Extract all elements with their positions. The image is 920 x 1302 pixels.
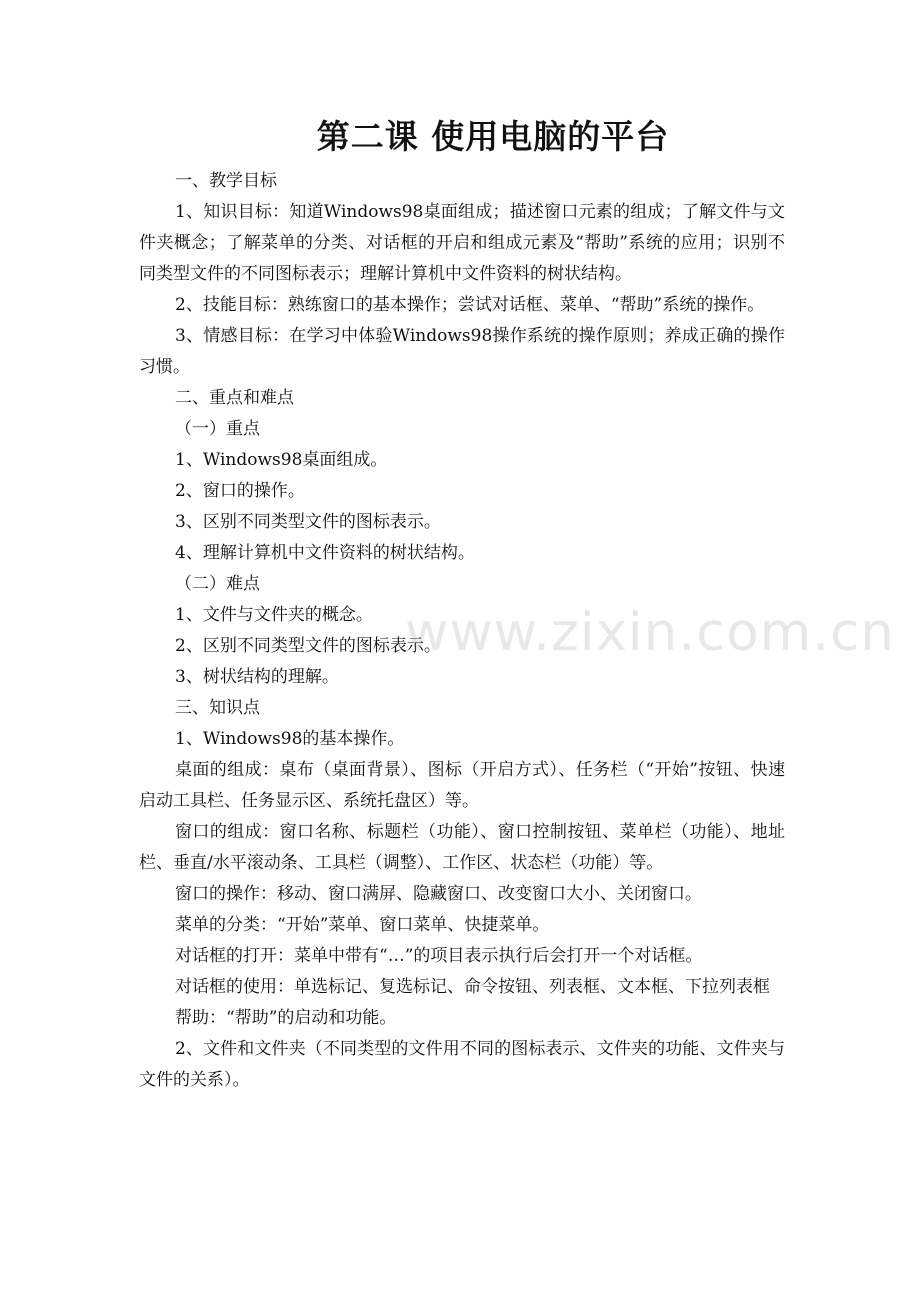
list-item: 1、Windows98的基本操作。 [175, 729, 405, 749]
list-item: 1、Windows98桌面组成。 [175, 450, 388, 470]
paragraph-window-components: 窗口的组成：窗口名称、标题栏（功能）、窗口控制按钮、菜单栏（功能）、地址栏、垂直/水平滚动条、工具栏（调整）、工作区、状态栏（功能）等。 [139, 822, 785, 873]
paragraph-menu-types: 菜单的分类：“开始”菜单、窗口菜单、快捷菜单。 [175, 915, 550, 935]
paragraph-emotion-objective: 3、情感目标：在学习中体验Windows98操作系统的操作原则；养成正确的操作习惯。 [139, 326, 785, 377]
section-heading-objectives: 一、教学目标 [175, 171, 277, 191]
subheading-difficulties: （二）难点 [175, 574, 260, 594]
list-item: 2、区别不同类型文件的图标表示。 [175, 636, 441, 656]
list-item: 3、区别不同类型文件的图标表示。 [175, 512, 441, 532]
subheading-key-points: （一）重点 [175, 419, 260, 439]
document-body [139, 166, 785, 1096]
paragraph-window-operations: 窗口的操作：移动、窗口满屏、隐藏窗口、改变窗口大小、关闭窗口。 [175, 884, 702, 904]
list-item: 4、理解计算机中文件资料的树状结构。 [175, 543, 475, 563]
paragraph-dialog-open: 对话框的打开：菜单中带有“…”的项目表示执行后会打开一个对话框。 [175, 946, 703, 966]
paragraph-dialog-use: 对话框的使用：单选标记、复选标记、命令按钮、列表框、文本框、下拉列表框 [175, 977, 770, 997]
paragraph-desktop: 桌面的组成：桌布（桌面背景）、图标（开启方式）、任务栏（“开始”按钮、快速启动工具栏、任务显示区、系统托盘区）等。 [139, 760, 785, 811]
list-item: 1、文件与文件夹的概念。 [175, 605, 373, 625]
paragraph-skill-objective: 2、技能目标：熟练窗口的基本操作；尝试对话框、菜单、“帮助”系统的操作。 [175, 295, 765, 315]
paragraph-files-folders: 2、文件和文件夹（不同类型的文件用不同的图标表示、文件夹的功能、文件夹与文件的关系）。 [139, 1039, 785, 1090]
paragraph-help: 帮助：“帮助”的启动和功能。 [175, 1008, 397, 1028]
section-heading-key-points: 二、重点和难点 [175, 388, 294, 408]
list-item: 3、树状结构的理解。 [175, 667, 339, 687]
paragraph-knowledge-objective: 1、知识目标：知道Windows98桌面组成；描述窗口元素的组成；了解文件与文件夹概念；了解菜单的分类、对话框的开启和组成元素及“帮助”系统的应用；识别不同类型文件的不同图标表示；理解计算机中文件资料的树状结构。 [139, 202, 785, 284]
list-item: 2、窗口的操作。 [175, 481, 305, 501]
section-heading-knowledge: 三、知识点 [175, 698, 260, 718]
watermark: www.zixin.com.cn [405, 602, 895, 663]
page-title: 第二课 使用电脑的平台 [316, 117, 670, 156]
